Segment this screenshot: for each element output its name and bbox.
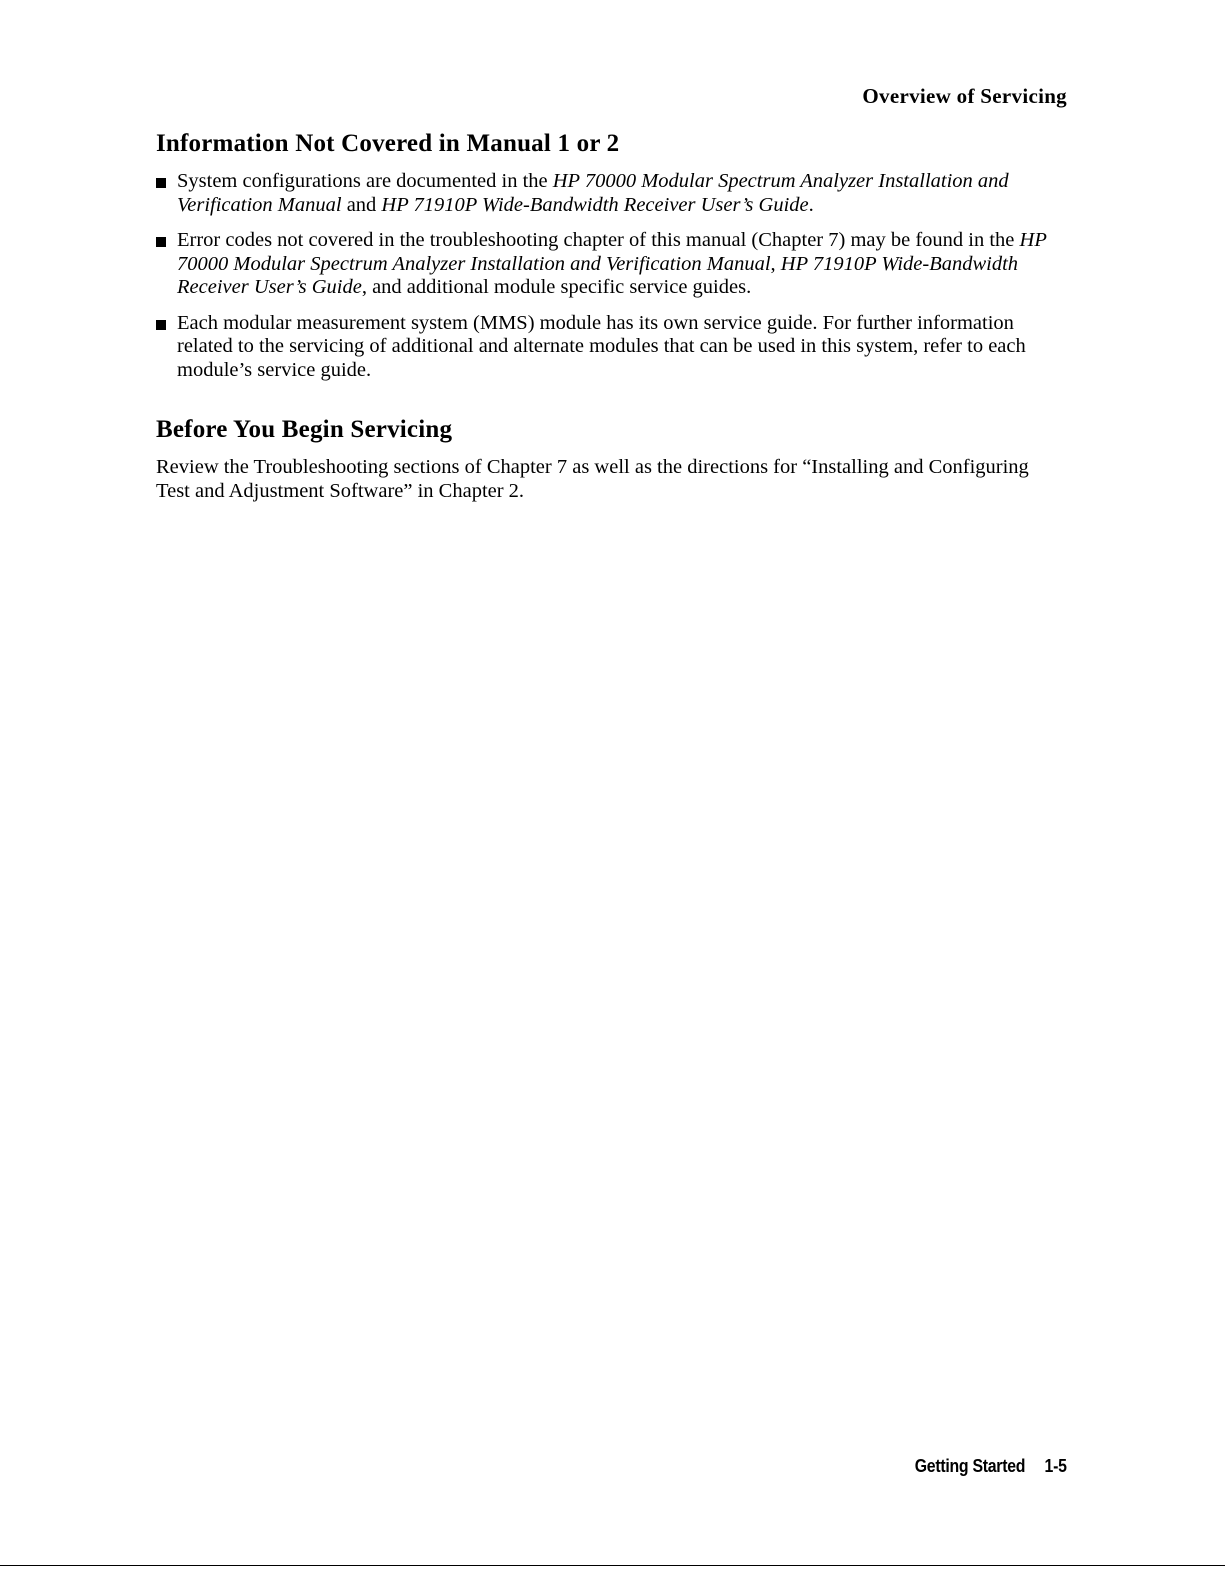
- square-bullet-icon: [156, 237, 166, 247]
- page-footer: [915, 1456, 1067, 1477]
- item-text: System configurations are documented in the: [177, 170, 553, 192]
- manual-title: HP 71910P Wide-Bandwidth Receiver User’s Guide: [381, 193, 809, 216]
- section-heading-before-servicing: Before You Begin Servicing: [156, 416, 453, 443]
- item-text: , and additional module specific service guides.: [361, 276, 752, 298]
- manual-title: HP 71910P Wide-Bandwidth Receiver User’s Guide: [177, 252, 1019, 298]
- page-content: [156, 128, 1056, 503]
- square-bullet-icon: [156, 320, 166, 330]
- running-header: Overview of Servicing: [862, 84, 1067, 108]
- list-item: [156, 229, 1056, 300]
- item-text: and: [341, 193, 382, 216]
- item-text: ,: [770, 252, 781, 275]
- bottom-rule: [0, 1565, 1225, 1566]
- item-text: Error codes not covered in the troubleshooting chapter of this manual (Chapter 7) may be found in the: [177, 229, 1020, 251]
- not-covered-list: [156, 170, 1056, 382]
- square-bullet-icon: [156, 178, 166, 188]
- body-paragraph: Review the Troubleshooting sections of Chapter 7 as well as the directions for “Installing and Configuring Test and Adjustment Software” in Chapter 2.: [156, 456, 1029, 502]
- manual-title: HP 70000 Modular Spectrum Analyzer Installation and Verification Manual: [177, 229, 1047, 275]
- section-heading-not-covered: Information Not Covered in Manual 1 or 2: [156, 130, 620, 157]
- page-number: 1-5: [1044, 1456, 1067, 1476]
- item-text: Each modular measurement system (MMS) module has its own service guide. For further information related to the servicing of additional and alternate modules that can be used in this system, refer to each module’s service guide.: [177, 311, 1026, 381]
- item-text: .: [808, 193, 814, 216]
- footer-section-title: Getting Started: [915, 1456, 1026, 1476]
- list-item: [156, 170, 1056, 217]
- manual-title: HP 70000 Modular Spectrum Analyzer Installation and Verification Manual: [177, 170, 1009, 216]
- list-item: [156, 312, 1056, 383]
